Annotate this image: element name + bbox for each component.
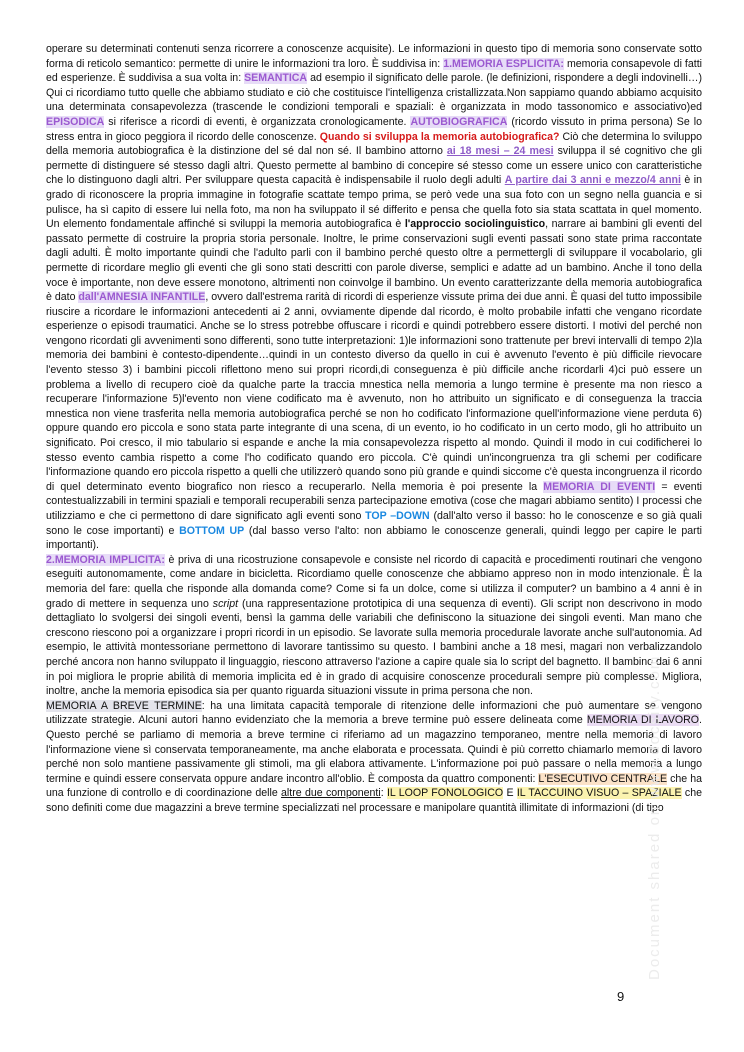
body-text: Ciò che determina lo sviluppo della memoria autobiografica è la distinzione del sé dal non sé. Il bambino attorno [46, 130, 702, 158]
term-script: script [212, 597, 239, 610]
term-top-down: TOP –DOWN [365, 510, 430, 522]
body-text: si riferisce a ricordi di eventi, è organizzata cronologicamente. [104, 115, 411, 128]
body-text: operare su determinati contenuti senza ricorrere a conoscenze acquisite). Le informazioni in questo tipo di memoria sono conservate sotto forma di reticolo semantico: permette di unire le informazioni tra loro. È suddivisa in: [46, 43, 702, 70]
body-text: (dal basso verso l'alto: non abbiamo le conoscenze generali, quindi leggo per capire le parti importanti). [46, 524, 702, 552]
body-text: che sono definiti come due magazzini a breve termine specializzati nel processare e manipolare quantità illimitate di informazioni (di tipo [46, 787, 702, 814]
body-text: ad esempio il significato delle parole. (le definizioni, rispondere a degli indovinelli…) Qui ci ricordiamo tutto quelle che abbiamo studiato e ciò che costituisce l'intelligenza cristallizzata.Non sappiamo quando abbiamo acquisito una determinata consapevolezza (trascende le condizioni temporali e spaziali: è organizzata in modo tassonomico e associativo)ed [46, 72, 702, 114]
term-bottom-up: BOTTOM UP [179, 524, 245, 537]
term-memoria-di-lavoro: MEMORIA DI LAVORO [586, 714, 700, 727]
page-number: 9 [617, 989, 625, 1004]
heading-memoria-esplicita: 1.MEMORIA ESPLICITA: [443, 57, 564, 70]
watermark: Document shared on www.docsity.com [646, 654, 663, 980]
term-episodica: EPISODICA [46, 115, 105, 128]
age-link-18-24-mesi[interactable]: ai 18 mesi – 24 mesi [446, 145, 554, 158]
term-memoria-di-eventi: MEMORIA DI EVENTI [543, 480, 656, 493]
term-approccio-sociolinguistico: l'approccio sociolinguistico [404, 218, 546, 231]
body-text: , narrare ai bambini gli eventi del passato permette di costruire la propria storia personale. Inoltre, le prime conservazioni sugli eventi passati sono state prima raccontate dagli adulti. È molto importante quindi che l'adulto parli con il bambino perché questo oltre a permettergli di sviluppare il vocabolario, gli permette di ricordare meglio gli eventi che gli sono stati descritti con parole diverse, semplici e adatte ad un bambino. Anche il tono della voce è importante, non deve essere monotono, altrimenti non coinvolge il bambino. Un evento caratterizzante della memoria autobiografica è dato [46, 218, 702, 304]
body-text: che ha una funzione di controllo e di coordinazione delle [46, 772, 702, 800]
term-esecutivo-centrale: L'ESECUTIVO CENTRALE [538, 772, 668, 785]
paragraph-explicit-memory [46, 42, 702, 553]
body-text: (dall'alto verso il basso: ho le conoscenze e so già quali sono le cose importanti) e [46, 510, 702, 537]
page-body [46, 42, 702, 815]
body-text: (una rappresentazione prototipica di una sequenza di eventi). Gli script non descrivono in modo dettagliato lo svolgersi dei singoli eventi, bensì la gamma delle variabili che definiscono la situazione dei singoli eventi. Man mano che crescono riescono poi a organizzare i propri ricordi in un episodio. Se lavorate sulla memoria procedurale lavorate anche sull'autonomia. Ad esempio, le attività montessoriane permettono di lavorare tantissimo su questo. I bambini anche a 18 mesi, magari non verbalizzandolo perché ancora non hanno sviluppato il linguaggio, riescono attraverso l'azione a capire quale sia lo script del bagnetto. Il bambino dai 6 anni in poi migliora le proprie abilità di memoria implicita ed è in grado di acquisire conoscenze procedurali sempre più complesse. Migliora, inoltre, anche la memoria episodica sia per quanto riguarda situazioni vissute in prima persona che non. [46, 597, 702, 698]
question-autobiographical-memory: Quando si sviluppa la memoria autobiografica? [319, 130, 560, 143]
body-text: (ricordo vissuto in prima persona) Se lo stress entra in gioco peggiora il ricordo delle conoscenze. [46, 115, 702, 143]
body-text: E [503, 787, 517, 800]
body-text: : [380, 787, 387, 800]
term-semantica: SEMANTICA [244, 72, 308, 85]
body-text: = eventi contestualizzabili in termini spaziali e temporali recuperabili senza partecipazione emotiva (cose che magari abbiamo sentito) I processi che utilizziamo e che ci permettono di dare significato agli eventi sono [46, 480, 702, 522]
body-text: è in grado di riconoscere la propria immagine in fotografie scattate tempo prima, se però vede una sua foto con un segno nella guancia e si pulisce, ha sì capito di essere lui nella foto, ma non ha sviluppato il sé differito e pensa che quella foto sia stata scattata in quel momento. Un elemento fondamentale affinché si sviluppi la memoria autobiografica è [46, 174, 703, 231]
paragraph-short-term-memory [46, 699, 702, 816]
body-text: . Questo perché se parliamo di memoria a breve termine ci riferiamo ad un magazzino temporaneo, mentre nella memoria di lavoro l'informazione viene sì conservata temporaneamente, ma anche elaborata e processata. Quindi è più corretto chiamarlo memoria di lavoro perché non solo mantiene passivamente gli stimoli, ma gli elabora attivamente. L'informazione poi può passare o nella memoria a lungo termine e quindi essere conservata oppure andare incontro all'oblio. È composta da quattro componenti: [46, 714, 702, 785]
term-loop-fonologico: IL LOOP FONOLOGICO [386, 787, 504, 800]
body-text: : ha una limitata capacità temporale di ritenzione delle informazioni che può aumentare se vengono utilizzate strategie. Alcuni autori hanno evidenziato che la memoria a breve termine può essere delineata come [46, 699, 703, 727]
term-amnesia-infantile: dall'AMNESIA INFANTILE [78, 291, 206, 304]
body-text: sviluppa il sé cognitivo che gli permette di distinguere sé stesso dagli altri. Questo permette al bambino di concepire sé stesso come un essere unico con caratteristiche che lo distinguono dagli altri. Per sviluppare questa capacità è indispensabile il ruolo degli adulti [46, 145, 702, 187]
term-autobiografica: AUTOBIOGRAFICA [410, 115, 508, 128]
body-text: , ovvero dall'estrema rarità di ricordi di esperienze vissute prima dei due anni. È quasi del tutto impossibile riuscire a ricordare le informazioni antecedenti ai 2 anni, ovviamente dipende dal ricordo, è molto probabile infatti che vengano ricordate esperienze o episodi traumatici. Anche se lo stress potrebbe offuscare i ricordi e quindi potrebbero essere distorti. I motivi del perché non vengono ricordati gli avvenimenti sono differenti, sono tutte interpretazioni: 1)le informazioni sono trattenute per brevi intervalli di tempo 2)la memoria dei bambini è contesto-dipendente…quindi in un contesto diverso da quello in cui è avvenuto l'evento è più difficile rievocare l'evento stesso 3) i bambini piccoli riflettono meno sui propri ricordi,di conseguenza è più difficile anche ricordarli 4)ci può essere un problema a livello di recupero cioè da qualche parte la traccia mnestica nella memoria a lungo termine è presente ma non riesco a recuperare l'informazione 5)l'evento non viene codificato ma è avvenuto, non ho attribuito un significato e di conseguenza la traccia mnestica non viene trasferita nella memoria autobiografica perché se non ho codificato l'informazione quell'informazione viene perduta 6) oppure quando ero piccola e sono stata parte integrante di una scena, di un evento, io ho codificato in un certo modo, gli ho attribuito un significato. Poi cresco, il mio tabulario si espande e anche la mia consapevolezza rispetto al mondo. Quindi il modo in cui codificherei lo stesso evento cambia rispetto a come l'ho codificato quando ero piccola. C'è quindi un'incongruenza tra gli schemi per codificare l'informazione quando ero piccola rispetto a quelli che utilizzerò quando sono più grande e quindi siccome c'è questa incongruenza il ricordo di quel determinato evento biografico non riesco a recuperarlo. Nella memoria è poi presente la [46, 291, 702, 493]
paragraph-implicit-memory [46, 553, 702, 699]
body-text: è priva di una ricostruzione consapevole e consiste nel ricordo di capacità e procedimenti routinari che vengono eseguiti autonomamente, come andare in bicicletta. Ricordiamo quelle conoscenze che abbiamo appreso non in modo intenzionale. È la memoria del fare: quella che risponde alla domanda come? Come si fa un dolce, come si utilizza il computer? un bambino a 4 anni è in grado di mettere in sequenza uno [46, 553, 702, 610]
heading-memoria-implicita: 2.MEMORIA IMPLICITA: [46, 553, 165, 566]
heading-memoria-breve-termine: MEMORIA A BREVE TERMINE [46, 699, 202, 712]
age-link-3-4-anni[interactable]: A partire dai 3 anni e mezzo/4 anni [504, 174, 681, 187]
term-taccuino-visuo-spaziale: IL TACCUINO VISUO – SPAZIALE [516, 787, 682, 800]
term-altre-due-componenti: altre due componenti [281, 787, 381, 800]
body-text: memoria consapevole di fatti ed esperienze. È suddivisa a sua volta in: [46, 57, 703, 85]
